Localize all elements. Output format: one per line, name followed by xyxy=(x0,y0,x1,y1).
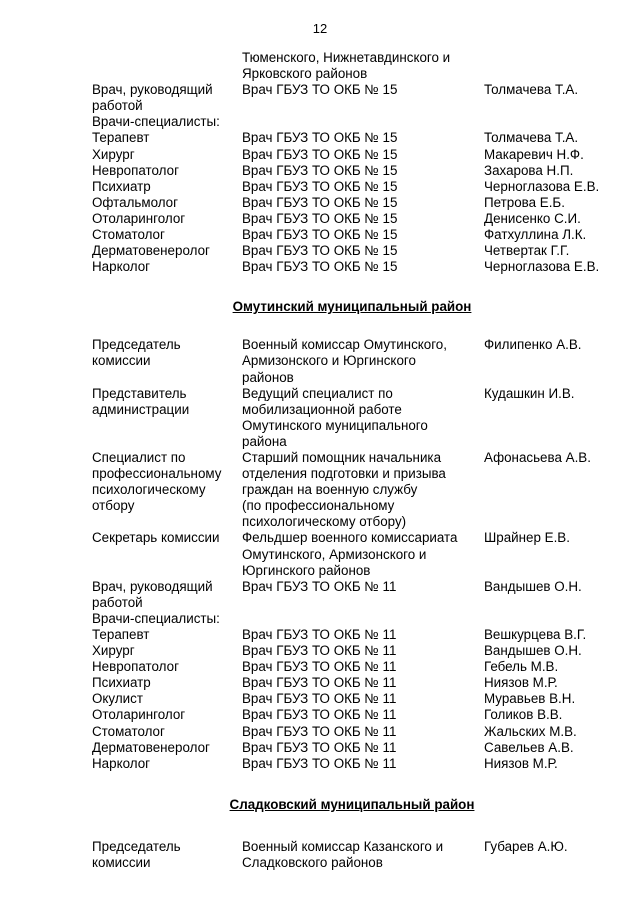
member-name: Филипенко А.В. xyxy=(484,337,582,353)
specialist-role: Нарколог xyxy=(92,259,151,275)
specialist-name: Черноглазова Е.В. xyxy=(484,259,600,275)
specialist-name: Муравьев В.Н. xyxy=(484,691,576,707)
specialist-position: Врач ГБУЗ ТО ОКБ № 11 xyxy=(242,627,397,642)
specialist-name: Толмачева Т.А. xyxy=(484,130,579,146)
specialist-row xyxy=(92,163,612,179)
specialist-name: Черноглазова Е.В. xyxy=(484,178,600,194)
specialist-row xyxy=(92,707,612,723)
specialist-row xyxy=(92,179,612,195)
member-role: Представитель администрации xyxy=(92,385,190,417)
specialists-label: Врачи-специалисты: xyxy=(92,114,220,130)
specialist-role: Терапевт xyxy=(92,130,150,146)
specialist-position: Врач ГБУЗ ТО ОКБ № 11 xyxy=(242,691,397,707)
member-name: Кудашкин И.В. xyxy=(484,385,575,401)
member-row xyxy=(92,386,612,450)
specialist-position: Врач ГБУЗ ТО ОКБ № 15 xyxy=(242,178,398,194)
specialist-row xyxy=(92,211,612,227)
specialist-row xyxy=(92,227,612,243)
specialist-position: Врач ГБУЗ ТО ОКБ № 11 xyxy=(242,707,397,723)
member-position: Врач ГБУЗ ТО ОКБ № 11 xyxy=(242,578,397,594)
continuation-line: Тюменского, Нижнетавдинского и xyxy=(242,50,451,65)
specialist-role: Психиатр xyxy=(92,178,151,194)
specialist-name: Захарова Н.П. xyxy=(484,162,574,178)
specialist-name: Ниязов М.Р. xyxy=(484,675,558,691)
specialist-position: Врач ГБУЗ ТО ОКБ № 11 xyxy=(242,675,397,691)
member-name: Шрайнер Е.В. xyxy=(484,530,570,546)
member-name: Вандышев О.Н. xyxy=(484,578,582,594)
member-position: Военный комиссар Казанского и Сладковского районов xyxy=(242,838,444,870)
member-name: Афонасьева А.В. xyxy=(484,449,591,465)
specialist-position: Врач ГБУЗ ТО ОКБ № 15 xyxy=(242,146,398,162)
specialist-row xyxy=(92,195,612,211)
specialist-name: Савельев А.В. xyxy=(484,739,574,755)
specialist-position: Врач ГБУЗ ТО ОКБ № 11 xyxy=(242,739,397,755)
specialist-position: Врач ГБУЗ ТО ОКБ № 11 xyxy=(242,755,397,771)
specialist-role: Хирург xyxy=(92,643,135,659)
specialist-role: Психиатр xyxy=(92,675,151,691)
specialist-position: Врач ГБУЗ ТО ОКБ № 15 xyxy=(242,162,398,178)
specialist-role: Дерматовенеролог xyxy=(92,243,210,259)
specialist-role: Отоларинголог xyxy=(92,707,186,723)
specialist-name: Петрова Е.Б. xyxy=(484,194,565,210)
member-position: Ведущий специалист по мобилизационной работе Омутинского муниципального района xyxy=(242,385,428,449)
specialist-name: Вандышев О.Н. xyxy=(484,643,582,659)
member-name: Губарев А.Ю. xyxy=(484,838,568,854)
specialist-role: Стоматолог xyxy=(92,723,165,739)
specialist-position: Врач ГБУЗ ТО ОКБ № 15 xyxy=(242,194,398,210)
member-role: Председатель комиссии xyxy=(92,337,181,369)
specialist-row xyxy=(92,643,612,659)
member-position: Старший помощник начальника отделения подготовки и призыва граждан на военную службу (по профессиональному психологическому отбору) xyxy=(242,449,446,530)
specialist-position: Врач ГБУЗ ТО ОКБ № 11 xyxy=(242,723,397,739)
member-role: Председатель комиссии xyxy=(92,838,181,870)
specialist-position: Врач ГБУЗ ТО ОКБ № 15 xyxy=(242,243,398,259)
continuation-row xyxy=(92,50,612,82)
member-position: Военный комиссар Омутинского, Армизонского и Юргинского районов xyxy=(242,337,447,385)
specialist-position: Врач ГБУЗ ТО ОКБ № 11 xyxy=(242,659,397,675)
specialist-row xyxy=(92,659,612,675)
member-role: Врач, руководящий работой xyxy=(92,82,213,114)
member-row xyxy=(92,530,612,578)
specialist-row xyxy=(92,691,612,707)
specialist-name: Голиков В.В. xyxy=(484,707,563,723)
specialists-label-row xyxy=(92,611,612,627)
specialist-role: Окулист xyxy=(92,691,143,707)
member-role: Врач, руководящий работой xyxy=(92,578,213,610)
specialist-role: Офтальмолог xyxy=(92,194,179,210)
member-row xyxy=(92,337,612,385)
specialist-row xyxy=(92,675,612,691)
member-name: Толмачева Т.А. xyxy=(484,82,579,98)
specialist-position: Врач ГБУЗ ТО ОКБ № 15 xyxy=(242,210,398,226)
member-row xyxy=(92,82,612,114)
specialists-label-row xyxy=(92,114,612,130)
specialist-position: Врач ГБУЗ ТО ОКБ № 15 xyxy=(242,227,398,243)
specialist-position: Врач ГБУЗ ТО ОКБ № 15 xyxy=(242,130,398,146)
specialist-name: Четвертак Г.Г. xyxy=(484,243,570,259)
member-role: Специалист по профессиональному психологическому отбору xyxy=(92,449,222,514)
specialist-row xyxy=(92,130,612,146)
specialist-position: Врач ГБУЗ ТО ОКБ № 15 xyxy=(242,259,398,275)
specialist-role: Хирург xyxy=(92,146,135,162)
specialist-row xyxy=(92,740,612,756)
specialist-row xyxy=(92,147,612,163)
specialist-role: Отоларинголог xyxy=(92,210,186,226)
section-title-sladkovsky: Сладковский муниципальный район xyxy=(229,796,475,812)
specialist-name: Ниязов М.Р. xyxy=(484,755,558,771)
specialist-name: Жальских М.В. xyxy=(484,723,577,739)
specialist-name: Фатхуллина Л.К. xyxy=(484,227,587,243)
specialist-role: Стоматолог xyxy=(92,227,165,243)
member-role: Секретарь комиссии xyxy=(92,530,220,546)
member-row xyxy=(92,579,612,611)
section-title-omutinsky: Омутинский муниципальный район xyxy=(232,299,472,315)
specialist-role: Терапевт xyxy=(92,627,150,642)
specialist-row xyxy=(92,627,612,643)
specialist-row xyxy=(92,724,612,740)
specialist-role: Нарколог xyxy=(92,755,151,771)
specialist-row xyxy=(92,243,612,259)
commission-list xyxy=(92,50,612,871)
specialist-name: Вешкурцева В.Г. xyxy=(484,627,587,642)
specialist-name: Гебель М.В. xyxy=(484,659,559,675)
member-position: Врач ГБУЗ ТО ОКБ № 15 xyxy=(242,82,398,98)
specialist-row xyxy=(92,756,612,772)
page-number: 12 xyxy=(312,21,328,36)
specialist-position: Врач ГБУЗ ТО ОКБ № 11 xyxy=(242,643,397,659)
specialists-label: Врачи-специалисты: xyxy=(92,610,220,626)
member-row xyxy=(92,450,612,530)
member-row xyxy=(92,839,612,871)
specialist-role: Дерматовенеролог xyxy=(92,739,210,755)
member-position: Фельдшер военного комиссариата Омутинского, Армизонского и Юргинского районов xyxy=(242,530,458,578)
specialist-role: Невропатолог xyxy=(92,659,179,675)
specialist-name: Денисенко С.И. xyxy=(484,210,581,226)
specialist-name: Макаревич Н.Ф. xyxy=(484,146,584,162)
continuation-line: Ярковского районов xyxy=(242,66,368,82)
specialist-role: Невропатолог xyxy=(92,162,179,178)
specialist-row xyxy=(92,259,612,275)
